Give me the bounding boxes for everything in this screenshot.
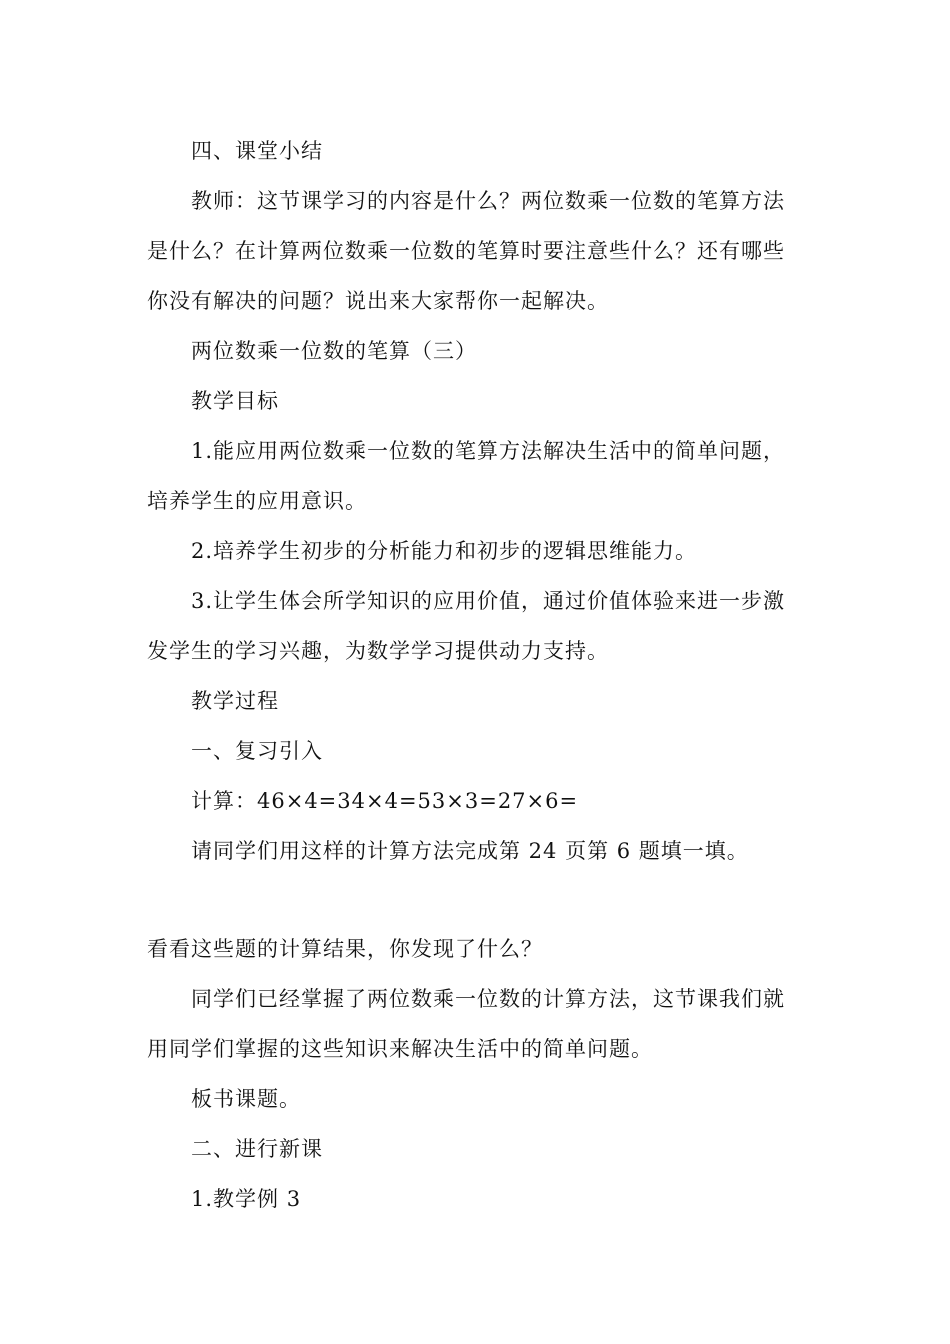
paragraph-line: 板书课题。	[191, 1087, 301, 1111]
goal-item-1: 1.能应用两位数乘一位数的笔算方法解决生活中的简单问题，	[191, 439, 786, 463]
goal-item-2: 2.培养学生初步的分析能力和初步的逻辑思维能力。	[191, 539, 698, 563]
paragraph-line: 培养学生的应用意识。	[147, 489, 367, 513]
section-heading-summary: 四、课堂小结	[191, 139, 323, 163]
section-heading-new-lesson: 二、进行新课	[191, 1137, 323, 1161]
paragraph-line: 用同学们掌握的这些知识来解决生活中的简单问题。	[147, 1037, 653, 1061]
paragraph-line: 请同学们用这样的计算方法完成第 24 页第 6 题填一填。	[191, 839, 749, 863]
goal-item-3: 3.让学生体会所学知识的应用价值，通过价值体验来进一步激	[191, 589, 786, 613]
paragraph-line: 同学们已经掌握了两位数乘一位数的计算方法，这节课我们就	[191, 987, 785, 1011]
paragraph-line: 发学生的学习兴趣，为数学学习提供动力支持。	[147, 639, 609, 663]
paragraph-line: 教师：这节课学习的内容是什么？两位数乘一位数的笔算方法	[191, 189, 785, 213]
paragraph-line: 是什么？在计算两位数乘一位数的笔算时要注意些什么？还有哪些	[147, 239, 785, 263]
section-heading-review: 一、复习引入	[191, 739, 323, 763]
calculation-line: 计算：46×4=34×4=53×3=27×6=	[191, 789, 579, 813]
lesson-title: 两位数乘一位数的笔算（三）	[191, 339, 477, 363]
paragraph-line: 你没有解决的问题？说出来大家帮你一起解决。	[147, 289, 609, 313]
paragraph-line: 看看这些题的计算结果，你发现了什么？	[147, 937, 543, 961]
section-heading-process: 教学过程	[191, 689, 279, 713]
example-heading: 1.教学例 3	[191, 1187, 302, 1211]
section-heading-goals: 教学目标	[191, 389, 279, 413]
